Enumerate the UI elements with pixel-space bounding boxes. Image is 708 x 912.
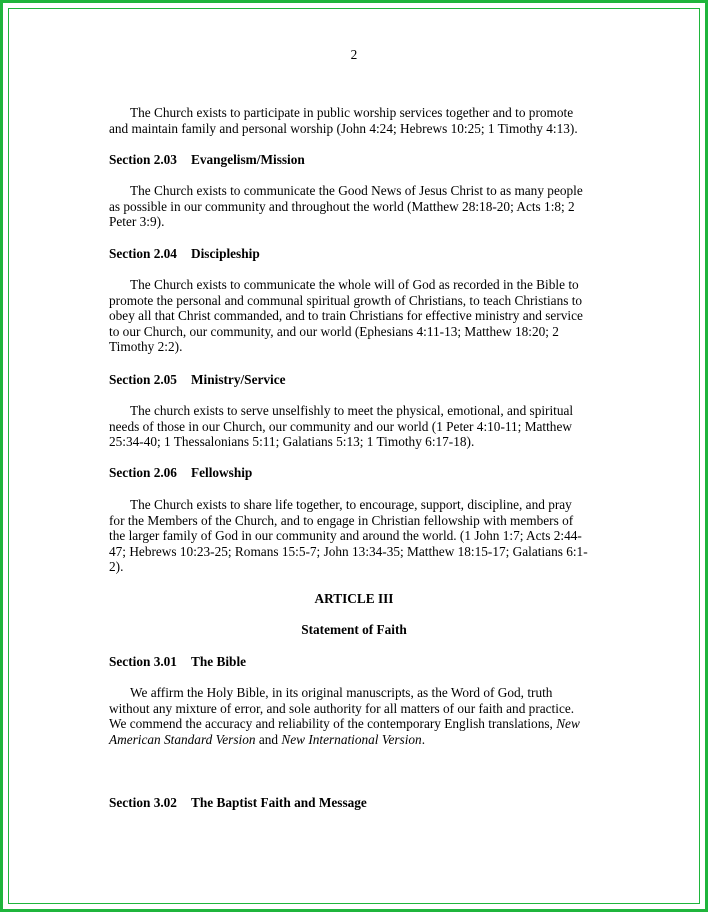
section-heading-2-03 bbox=[109, 152, 305, 168]
paragraph-line: The Church exists to communicate the Good News of Jesus Christ to as many people bbox=[130, 183, 583, 198]
article-title: ARTICLE III bbox=[314, 591, 394, 606]
paragraph-line bbox=[88, 732, 601, 748]
section-heading-2-05 bbox=[109, 372, 286, 388]
section-2-06-paragraph bbox=[109, 497, 601, 575]
section-heading-3-02 bbox=[109, 795, 367, 811]
paragraph-line: needs of those in our Church, our community and our world (1 Peter 4:10-11; Matthew bbox=[109, 418, 572, 434]
paragraph-line: without any mixture of error, and sole authority for all matters of our faith and practice. bbox=[109, 700, 575, 716]
paragraph-line: The Church exists to participate in public worship services together and to promote bbox=[130, 105, 574, 120]
section-title: The Baptist Faith and Message bbox=[191, 795, 367, 810]
paragraph-line: We affirm the Holy Bible, in its original manuscripts, as the Word of God, truth bbox=[130, 685, 553, 700]
section-number: Section 3.01 bbox=[109, 654, 177, 669]
paragraph-line: the larger family of God in our community and around the world. (1 John 1:7; Acts 2:44- bbox=[109, 528, 582, 544]
section-heading-3-01 bbox=[109, 654, 246, 670]
article-subtitle: Statement of Faith bbox=[301, 622, 407, 637]
paragraph-line: and maintain family and personal worship (John 4:24; Hebrews 10:25; 1 Timothy 4:13). bbox=[109, 120, 578, 136]
section-title: Discipleship bbox=[191, 246, 260, 261]
paragraph-line: 25:34-40; 1 Thessalonians 5:11; Galatians 5:13; 1 Timothy 6:17-18). bbox=[109, 434, 475, 450]
italic-text: New bbox=[556, 716, 580, 732]
line-text: . bbox=[421, 731, 426, 747]
intro-paragraph bbox=[109, 105, 601, 136]
paragraph-line: 47; Hebrews 10:23-25; Romans 15:5-7; John 13:34-35; Matthew 18:15-17; Galatians 6:1- bbox=[109, 543, 588, 559]
italic-text: American Standard Version bbox=[109, 731, 256, 747]
paragraph-line: Timothy 2:2). bbox=[109, 339, 183, 355]
section-number: Section 2.06 bbox=[109, 465, 177, 480]
paragraph-line: Peter 3:9). bbox=[109, 214, 165, 230]
section-title: Fellowship bbox=[191, 465, 253, 480]
paragraph-line: to our Church, our community, and our world (Ephesians 4:11-13; Matthew 18:20; 2 bbox=[109, 323, 559, 339]
section-number: Section 2.04 bbox=[109, 246, 177, 261]
section-2-03-paragraph bbox=[109, 183, 601, 230]
section-2-04-paragraph bbox=[109, 277, 601, 355]
page-number: 2 bbox=[350, 47, 358, 62]
paragraph-line: The church exists to serve unselfishly to meet the physical, emotional, and spiritual bbox=[130, 403, 574, 418]
paragraph-line: as possible in our community and throughout the world (Matthew 28:18-20; Acts 1:8; 2 bbox=[109, 198, 575, 214]
section-2-05-paragraph bbox=[109, 403, 601, 450]
paragraph-line: The Church exists to communicate the whole will of God as recorded in the Bible to bbox=[130, 277, 579, 292]
paragraph-line: for the Members of the Church, and to engage in Christian fellowship with members of bbox=[109, 512, 574, 528]
section-title: Evangelism/Mission bbox=[191, 152, 305, 167]
section-number: Section 3.02 bbox=[109, 795, 177, 810]
line-text: We commend the accuracy and reliability of the contemporary English translations, bbox=[109, 716, 553, 732]
paragraph-line: promote the personal and communal spiritual growth of Christians, to teach Christians to bbox=[109, 292, 583, 308]
section-title: Ministry/Service bbox=[191, 372, 286, 387]
section-3-01-paragraph bbox=[109, 685, 601, 747]
paragraph-line: 2). bbox=[109, 559, 124, 575]
italic-text: New International Version bbox=[281, 731, 422, 747]
section-number: Section 2.05 bbox=[109, 372, 177, 387]
paragraph-line: obey all that Christ commanded, and to train Christians for effective ministry and service bbox=[109, 308, 583, 324]
section-heading-2-04 bbox=[109, 246, 260, 262]
line-text: and bbox=[258, 731, 279, 747]
paragraph-line: The Church exists to share life together, to encourage, support, discipline, and pray bbox=[130, 497, 572, 512]
paragraph-line bbox=[88, 716, 601, 732]
section-heading-2-06 bbox=[109, 465, 252, 481]
section-title: The Bible bbox=[191, 654, 247, 669]
section-number: Section 2.03 bbox=[109, 152, 177, 167]
